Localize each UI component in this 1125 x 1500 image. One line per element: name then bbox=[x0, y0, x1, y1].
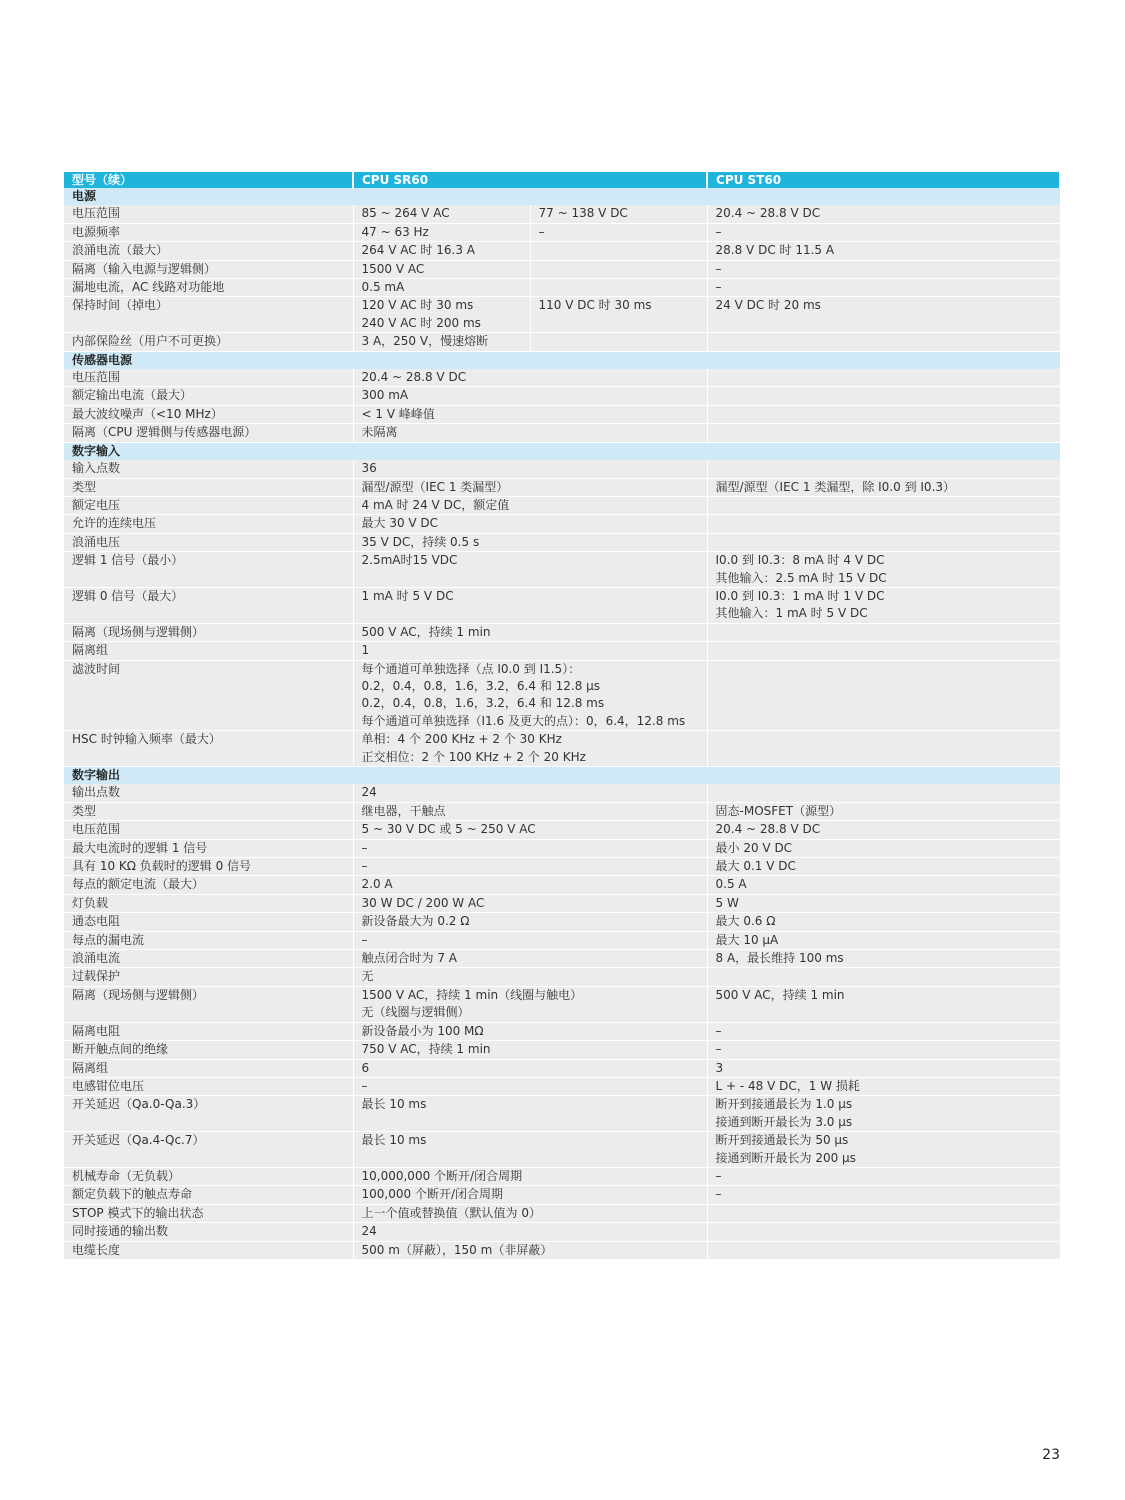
value-line: 500 V AC，持续 1 min bbox=[715, 987, 845, 1002]
value-line: 漏型/源型（IEC 1 类漏型，除 I0.0 到 I0.3） bbox=[715, 479, 956, 494]
table-row bbox=[64, 279, 1060, 297]
row-value bbox=[530, 223, 707, 241]
row-value bbox=[707, 205, 1060, 223]
value-line: 8 A，最长维持 100 ms bbox=[715, 951, 844, 966]
row-value bbox=[530, 242, 707, 260]
section-header bbox=[64, 188, 1060, 205]
row-value bbox=[530, 279, 707, 297]
row-value bbox=[353, 242, 530, 260]
table-row bbox=[64, 1096, 1060, 1132]
row-value bbox=[707, 802, 1060, 820]
value-line: 24 bbox=[361, 785, 377, 800]
section-title: 数字输出 bbox=[64, 767, 1060, 785]
row-label: 开关延迟（Qa.0-Qa.3） bbox=[64, 1096, 353, 1132]
row-label: 逻辑 1 信号（最小） bbox=[64, 552, 353, 588]
table-row bbox=[64, 731, 1060, 767]
row-label: 最大电流时的逻辑 1 信号 bbox=[64, 839, 353, 857]
table-row bbox=[64, 784, 1060, 802]
value-line: 264 V AC 时 16.3 A bbox=[361, 243, 475, 258]
row-value bbox=[353, 802, 707, 820]
row-value bbox=[353, 821, 707, 839]
row-label: 输入点数 bbox=[64, 460, 353, 478]
value-line: 最大 30 V DC bbox=[361, 516, 439, 531]
row-label: 隔离电阻 bbox=[64, 1022, 353, 1040]
row-label: 电缆长度 bbox=[64, 1241, 353, 1259]
table-row bbox=[64, 496, 1060, 514]
section-header bbox=[64, 767, 1060, 785]
row-value bbox=[707, 533, 1060, 551]
value-line: 每个通道可单独选择（点 I0.0 到 I1.5）： bbox=[361, 661, 581, 676]
value-line: 断开到接通最长为 1.0 μs bbox=[715, 1097, 853, 1112]
table-row bbox=[64, 552, 1060, 588]
row-value bbox=[353, 260, 530, 278]
row-label: 隔离组 bbox=[64, 642, 353, 660]
row-value bbox=[353, 986, 707, 1022]
row-value bbox=[707, 587, 1060, 623]
value-line: 最长 10 ms bbox=[361, 1133, 427, 1148]
value-line: – bbox=[715, 1042, 722, 1057]
table-row bbox=[64, 478, 1060, 496]
table-row bbox=[64, 1077, 1060, 1095]
row-value bbox=[707, 496, 1060, 514]
value-line: 750 V AC，持续 1 min bbox=[361, 1042, 491, 1057]
row-value bbox=[707, 986, 1060, 1022]
value-line: – bbox=[361, 840, 368, 855]
row-value bbox=[353, 876, 707, 894]
value-line: – bbox=[715, 261, 722, 276]
row-value bbox=[353, 478, 707, 496]
value-line: 触点闭合时为 7 A bbox=[361, 951, 457, 966]
table-row bbox=[64, 660, 1060, 731]
row-label: 通态电阻 bbox=[64, 913, 353, 931]
value-line: 30 W DC / 200 W AC bbox=[361, 895, 485, 910]
row-label: 电感钳位电压 bbox=[64, 1077, 353, 1095]
table-row bbox=[64, 387, 1060, 405]
value-line: – bbox=[715, 1187, 722, 1202]
row-value bbox=[707, 515, 1060, 533]
row-value bbox=[353, 1059, 707, 1077]
value-line: 接通到断开最长为 200 μs bbox=[715, 1150, 856, 1165]
row-value bbox=[353, 1096, 707, 1132]
row-value bbox=[530, 260, 707, 278]
table-row bbox=[64, 894, 1060, 912]
section-header bbox=[64, 351, 1060, 369]
value-line: 6 bbox=[361, 1060, 370, 1075]
table-row bbox=[64, 205, 1060, 223]
value-line: 最大 0.6 Ω bbox=[715, 914, 776, 929]
value-line: 0.5 A bbox=[715, 877, 747, 892]
row-value bbox=[707, 784, 1060, 802]
row-value bbox=[530, 205, 707, 223]
row-value bbox=[353, 1132, 707, 1168]
row-label: 额定输出电流（最大） bbox=[64, 387, 353, 405]
value-line: I0.0 到 I0.3：1 mA 时 1 V DC bbox=[715, 588, 885, 603]
value-line: 3 A，250 V，慢速熔断 bbox=[361, 334, 489, 349]
row-value bbox=[707, 405, 1060, 423]
table-row bbox=[64, 1041, 1060, 1059]
row-label: 浪涌电压 bbox=[64, 533, 353, 551]
row-value bbox=[707, 460, 1060, 478]
value-line: 0.2，0.4，0.8，1.6，3.2，6.4 和 12.8 ms bbox=[361, 696, 605, 711]
row-value bbox=[707, 478, 1060, 496]
row-label: 浪涌电流 bbox=[64, 950, 353, 968]
value-line: 上一个值或替换值（默认值为 0） bbox=[361, 1205, 541, 1220]
table-row bbox=[64, 369, 1060, 387]
table-row bbox=[64, 1186, 1060, 1204]
row-label: 类型 bbox=[64, 802, 353, 820]
row-value bbox=[707, 1204, 1060, 1222]
row-value bbox=[353, 642, 707, 660]
value-line: 20.4 ~ 28.8 V DC bbox=[361, 370, 467, 385]
value-line: 47 ~ 63 Hz bbox=[361, 224, 429, 239]
value-line: 新设备最大为 0.2 Ω bbox=[361, 914, 470, 929]
row-value bbox=[353, 1041, 707, 1059]
row-value bbox=[707, 858, 1060, 876]
value-line: 24 bbox=[361, 1224, 377, 1239]
table-row bbox=[64, 1059, 1060, 1077]
value-line: 77 ~ 138 V DC bbox=[538, 206, 628, 221]
row-value bbox=[707, 821, 1060, 839]
value-line: 300 mA bbox=[361, 388, 409, 403]
row-value bbox=[353, 405, 707, 423]
value-line: 5 W bbox=[715, 895, 739, 910]
value-line: – bbox=[715, 1168, 722, 1183]
table-row bbox=[64, 297, 1060, 333]
row-value bbox=[353, 460, 707, 478]
row-value bbox=[707, 297, 1060, 333]
value-line: 最大 0.1 V DC bbox=[715, 859, 796, 874]
row-value bbox=[353, 1022, 707, 1040]
value-line: 1 mA 时 5 V DC bbox=[361, 588, 454, 603]
row-value bbox=[353, 1241, 707, 1259]
value-line: 5 ~ 30 V DC 或 5 ~ 250 V AC bbox=[361, 822, 536, 837]
value-line: 固态-MOSFET（源型） bbox=[715, 803, 842, 818]
table-row bbox=[64, 1022, 1060, 1040]
row-value bbox=[707, 950, 1060, 968]
value-line: 20.4 ~ 28.8 V DC bbox=[715, 206, 821, 221]
table-row bbox=[64, 223, 1060, 241]
value-line: 2.5mA时15 VDC bbox=[361, 553, 458, 568]
value-line: 断开到接通最长为 50 μs bbox=[715, 1133, 849, 1148]
row-value bbox=[353, 533, 707, 551]
section-title: 数字输入 bbox=[64, 442, 1060, 460]
row-value bbox=[353, 623, 707, 641]
row-value bbox=[707, 931, 1060, 949]
table-row bbox=[64, 1132, 1060, 1168]
table-row bbox=[64, 913, 1060, 931]
table-header bbox=[64, 172, 1060, 188]
row-value bbox=[353, 387, 707, 405]
row-value bbox=[707, 1186, 1060, 1204]
table-row bbox=[64, 876, 1060, 894]
value-line: 85 ~ 264 V AC bbox=[361, 206, 450, 221]
row-value bbox=[707, 1041, 1060, 1059]
row-value bbox=[353, 552, 707, 588]
row-value bbox=[353, 784, 707, 802]
row-value bbox=[707, 731, 1060, 767]
row-value bbox=[353, 731, 707, 767]
table-row bbox=[64, 858, 1060, 876]
value-line: 2.0 A bbox=[361, 877, 393, 892]
row-label: 隔离组 bbox=[64, 1059, 353, 1077]
table-row bbox=[64, 986, 1060, 1022]
value-line: L + - 48 V DC，1 W 损耗 bbox=[715, 1078, 860, 1093]
table-row bbox=[64, 839, 1060, 857]
row-label: 机械寿命（无负载） bbox=[64, 1167, 353, 1185]
row-value bbox=[353, 913, 707, 931]
value-line: 10,000,000 个断开/闭合周期 bbox=[361, 1168, 523, 1183]
table-row bbox=[64, 1167, 1060, 1185]
row-value bbox=[707, 876, 1060, 894]
value-line: 其他输入：1 mA 时 5 V DC bbox=[715, 606, 868, 621]
table-row bbox=[64, 931, 1060, 949]
value-line: 无（线圈与逻辑侧） bbox=[361, 1005, 470, 1020]
table-row bbox=[64, 821, 1060, 839]
value-line: – bbox=[361, 1078, 368, 1093]
row-value bbox=[707, 839, 1060, 857]
row-label: 额定负载下的触点寿命 bbox=[64, 1186, 353, 1204]
row-value bbox=[353, 894, 707, 912]
row-label: 过载保护 bbox=[64, 968, 353, 986]
row-label: 额定电压 bbox=[64, 496, 353, 514]
value-line: 110 V DC 时 30 ms bbox=[538, 298, 652, 313]
row-value bbox=[353, 496, 707, 514]
row-value bbox=[530, 333, 707, 351]
row-label: 隔离（现场侧与逻辑侧） bbox=[64, 986, 353, 1022]
section-title: 电源 bbox=[64, 188, 1060, 205]
header-cell: CPU SR60 bbox=[353, 172, 707, 188]
value-line: 漏型/源型（IEC 1 类漏型） bbox=[361, 479, 509, 494]
row-label: 隔离（现场侧与逻辑侧） bbox=[64, 623, 353, 641]
row-label: 逻辑 0 信号（最大） bbox=[64, 587, 353, 623]
row-value bbox=[353, 1167, 707, 1185]
value-line: 35 V DC，持续 0.5 s bbox=[361, 534, 480, 549]
table-row bbox=[64, 1241, 1060, 1259]
table-row bbox=[64, 968, 1060, 986]
table-row bbox=[64, 460, 1060, 478]
value-line: – bbox=[361, 932, 368, 947]
value-line: – bbox=[361, 859, 368, 874]
row-value bbox=[707, 968, 1060, 986]
row-value bbox=[353, 1223, 707, 1241]
row-value bbox=[707, 552, 1060, 588]
row-label: HSC 时钟输入频率（最大） bbox=[64, 731, 353, 767]
value-line: 正交相位：2 个 100 KHz + 2 个 20 KHz bbox=[361, 749, 586, 764]
value-line: 20.4 ~ 28.8 V DC bbox=[715, 822, 821, 837]
row-label: 电压范围 bbox=[64, 205, 353, 223]
row-value bbox=[353, 279, 530, 297]
row-value bbox=[707, 1223, 1060, 1241]
value-line: 500 V AC，持续 1 min bbox=[361, 624, 491, 639]
value-line: 未隔离 bbox=[361, 425, 398, 440]
row-value bbox=[707, 1059, 1060, 1077]
row-value bbox=[707, 424, 1060, 442]
value-line: – bbox=[715, 280, 722, 295]
row-value bbox=[707, 623, 1060, 641]
row-value bbox=[707, 894, 1060, 912]
row-value bbox=[707, 642, 1060, 660]
row-value bbox=[707, 1077, 1060, 1095]
table-row bbox=[64, 515, 1060, 533]
value-line: 接通到断开最长为 3.0 μs bbox=[715, 1114, 853, 1129]
row-label: 输出点数 bbox=[64, 784, 353, 802]
value-line: – bbox=[715, 224, 722, 239]
value-line: 4 mA 时 24 V DC，额定值 bbox=[361, 497, 510, 512]
value-line: I0.0 到 I0.3：8 mA 时 4 V DC bbox=[715, 553, 885, 568]
value-line: 最小 20 V DC bbox=[715, 840, 793, 855]
table-row bbox=[64, 1223, 1060, 1241]
table-row bbox=[64, 642, 1060, 660]
row-value bbox=[353, 424, 707, 442]
value-line: 其他输入：2.5 mA 时 15 V DC bbox=[715, 570, 887, 585]
value-line: 120 V AC 时 30 ms bbox=[361, 298, 474, 313]
row-value bbox=[353, 931, 707, 949]
row-value bbox=[707, 333, 1060, 351]
table-row bbox=[64, 950, 1060, 968]
table-row bbox=[64, 623, 1060, 641]
value-line: 新设备最小为 100 MΩ bbox=[361, 1023, 484, 1038]
table-row bbox=[64, 533, 1060, 551]
row-value bbox=[707, 223, 1060, 241]
row-value bbox=[353, 205, 530, 223]
page-number: 23 bbox=[1042, 1447, 1060, 1463]
value-line: 单相：4 个 200 KHz + 2 个 30 KHz bbox=[361, 732, 562, 747]
value-line: 1500 V AC，持续 1 min（线圈与触电） bbox=[361, 987, 583, 1002]
row-value bbox=[353, 1077, 707, 1095]
row-label: 每点的漏电流 bbox=[64, 931, 353, 949]
value-line: 0.5 mA bbox=[361, 280, 405, 295]
row-label: 电压范围 bbox=[64, 369, 353, 387]
table-row bbox=[64, 1204, 1060, 1222]
row-value bbox=[353, 839, 707, 857]
table-row bbox=[64, 424, 1060, 442]
row-value bbox=[353, 660, 707, 731]
row-label: 保持时间（掉电） bbox=[64, 297, 353, 333]
table-row bbox=[64, 802, 1060, 820]
row-value bbox=[353, 297, 530, 333]
row-label: 滤波时间 bbox=[64, 660, 353, 731]
value-line: 1500 V AC bbox=[361, 261, 425, 276]
value-line: 每个通道可单独选择（I1.6 及更大的点）：0，6.4，12.8 ms bbox=[361, 713, 686, 728]
table-row bbox=[64, 333, 1060, 351]
row-value bbox=[353, 587, 707, 623]
value-line: – bbox=[538, 224, 545, 239]
section-header bbox=[64, 442, 1060, 460]
row-label: 类型 bbox=[64, 478, 353, 496]
value-line: 36 bbox=[361, 461, 377, 476]
table-row bbox=[64, 242, 1060, 260]
row-label: 漏地电流，AC 线路对功能地 bbox=[64, 279, 353, 297]
value-line: 1 bbox=[361, 643, 370, 658]
row-value bbox=[707, 913, 1060, 931]
row-label: 断开触点间的绝缘 bbox=[64, 1041, 353, 1059]
row-value bbox=[707, 1022, 1060, 1040]
value-line: 最长 10 ms bbox=[361, 1097, 427, 1112]
value-line: 无 bbox=[361, 969, 374, 984]
row-value bbox=[707, 260, 1060, 278]
row-value bbox=[353, 968, 707, 986]
row-value bbox=[707, 1096, 1060, 1132]
row-value bbox=[707, 387, 1060, 405]
value-line: 24 V DC 时 20 ms bbox=[715, 298, 821, 313]
row-value bbox=[353, 223, 530, 241]
row-value bbox=[353, 1204, 707, 1222]
value-line: 3 bbox=[715, 1060, 724, 1075]
table-row bbox=[64, 405, 1060, 423]
row-value bbox=[707, 369, 1060, 387]
row-value bbox=[353, 515, 707, 533]
row-label: 开关延迟（Qa.4-Qc.7） bbox=[64, 1132, 353, 1168]
row-value bbox=[707, 660, 1060, 731]
row-value bbox=[353, 333, 530, 351]
table-row bbox=[64, 587, 1060, 623]
row-value bbox=[353, 858, 707, 876]
row-value bbox=[707, 1167, 1060, 1185]
spec-table bbox=[64, 172, 1061, 1260]
section-title: 传感器电源 bbox=[64, 351, 1060, 369]
row-value bbox=[353, 1186, 707, 1204]
row-label: 隔离（CPU 逻辑侧与传感器电源） bbox=[64, 424, 353, 442]
row-value bbox=[707, 1241, 1060, 1259]
table-row bbox=[64, 260, 1060, 278]
row-label: 具有 10 KΩ 负载时的逻辑 0 信号 bbox=[64, 858, 353, 876]
value-line: < 1 V 峰峰值 bbox=[361, 406, 435, 421]
value-line: 最大 10 μA bbox=[715, 932, 779, 947]
row-value bbox=[707, 1132, 1060, 1168]
row-value bbox=[707, 242, 1060, 260]
row-value bbox=[530, 297, 707, 333]
row-label: 每点的额定电流（最大） bbox=[64, 876, 353, 894]
row-label: 同时接通的输出数 bbox=[64, 1223, 353, 1241]
value-line: 100,000 个断开/闭合周期 bbox=[361, 1187, 503, 1202]
row-label: 电源频率 bbox=[64, 223, 353, 241]
value-line: – bbox=[715, 1023, 722, 1038]
header-cell: 型号（续） bbox=[64, 172, 353, 188]
row-value bbox=[707, 279, 1060, 297]
row-value bbox=[353, 950, 707, 968]
row-label: 灯负载 bbox=[64, 894, 353, 912]
value-line: 继电器，干触点 bbox=[361, 803, 446, 818]
row-label: 浪涌电流（最大） bbox=[64, 242, 353, 260]
value-line: 28.8 V DC 时 11.5 A bbox=[715, 243, 835, 258]
header-cell: CPU ST60 bbox=[707, 172, 1060, 188]
value-line: 0.2，0.4，0.8，1.6，3.2，6.4 和 12.8 μs bbox=[361, 678, 601, 693]
row-label: 允许的连续电压 bbox=[64, 515, 353, 533]
value-line: 500 m（屏蔽），150 m（非屏蔽） bbox=[361, 1242, 553, 1257]
row-label: 内部保险丝（用户不可更换） bbox=[64, 333, 353, 351]
value-line: 240 V AC 时 200 ms bbox=[361, 315, 481, 330]
row-label: STOP 模式下的输出状态 bbox=[64, 1204, 353, 1222]
row-label: 电压范围 bbox=[64, 821, 353, 839]
row-label: 隔离（输入电源与逻辑侧） bbox=[64, 260, 353, 278]
row-label: 最大波纹噪声（<10 MHz） bbox=[64, 405, 353, 423]
row-value bbox=[353, 369, 707, 387]
